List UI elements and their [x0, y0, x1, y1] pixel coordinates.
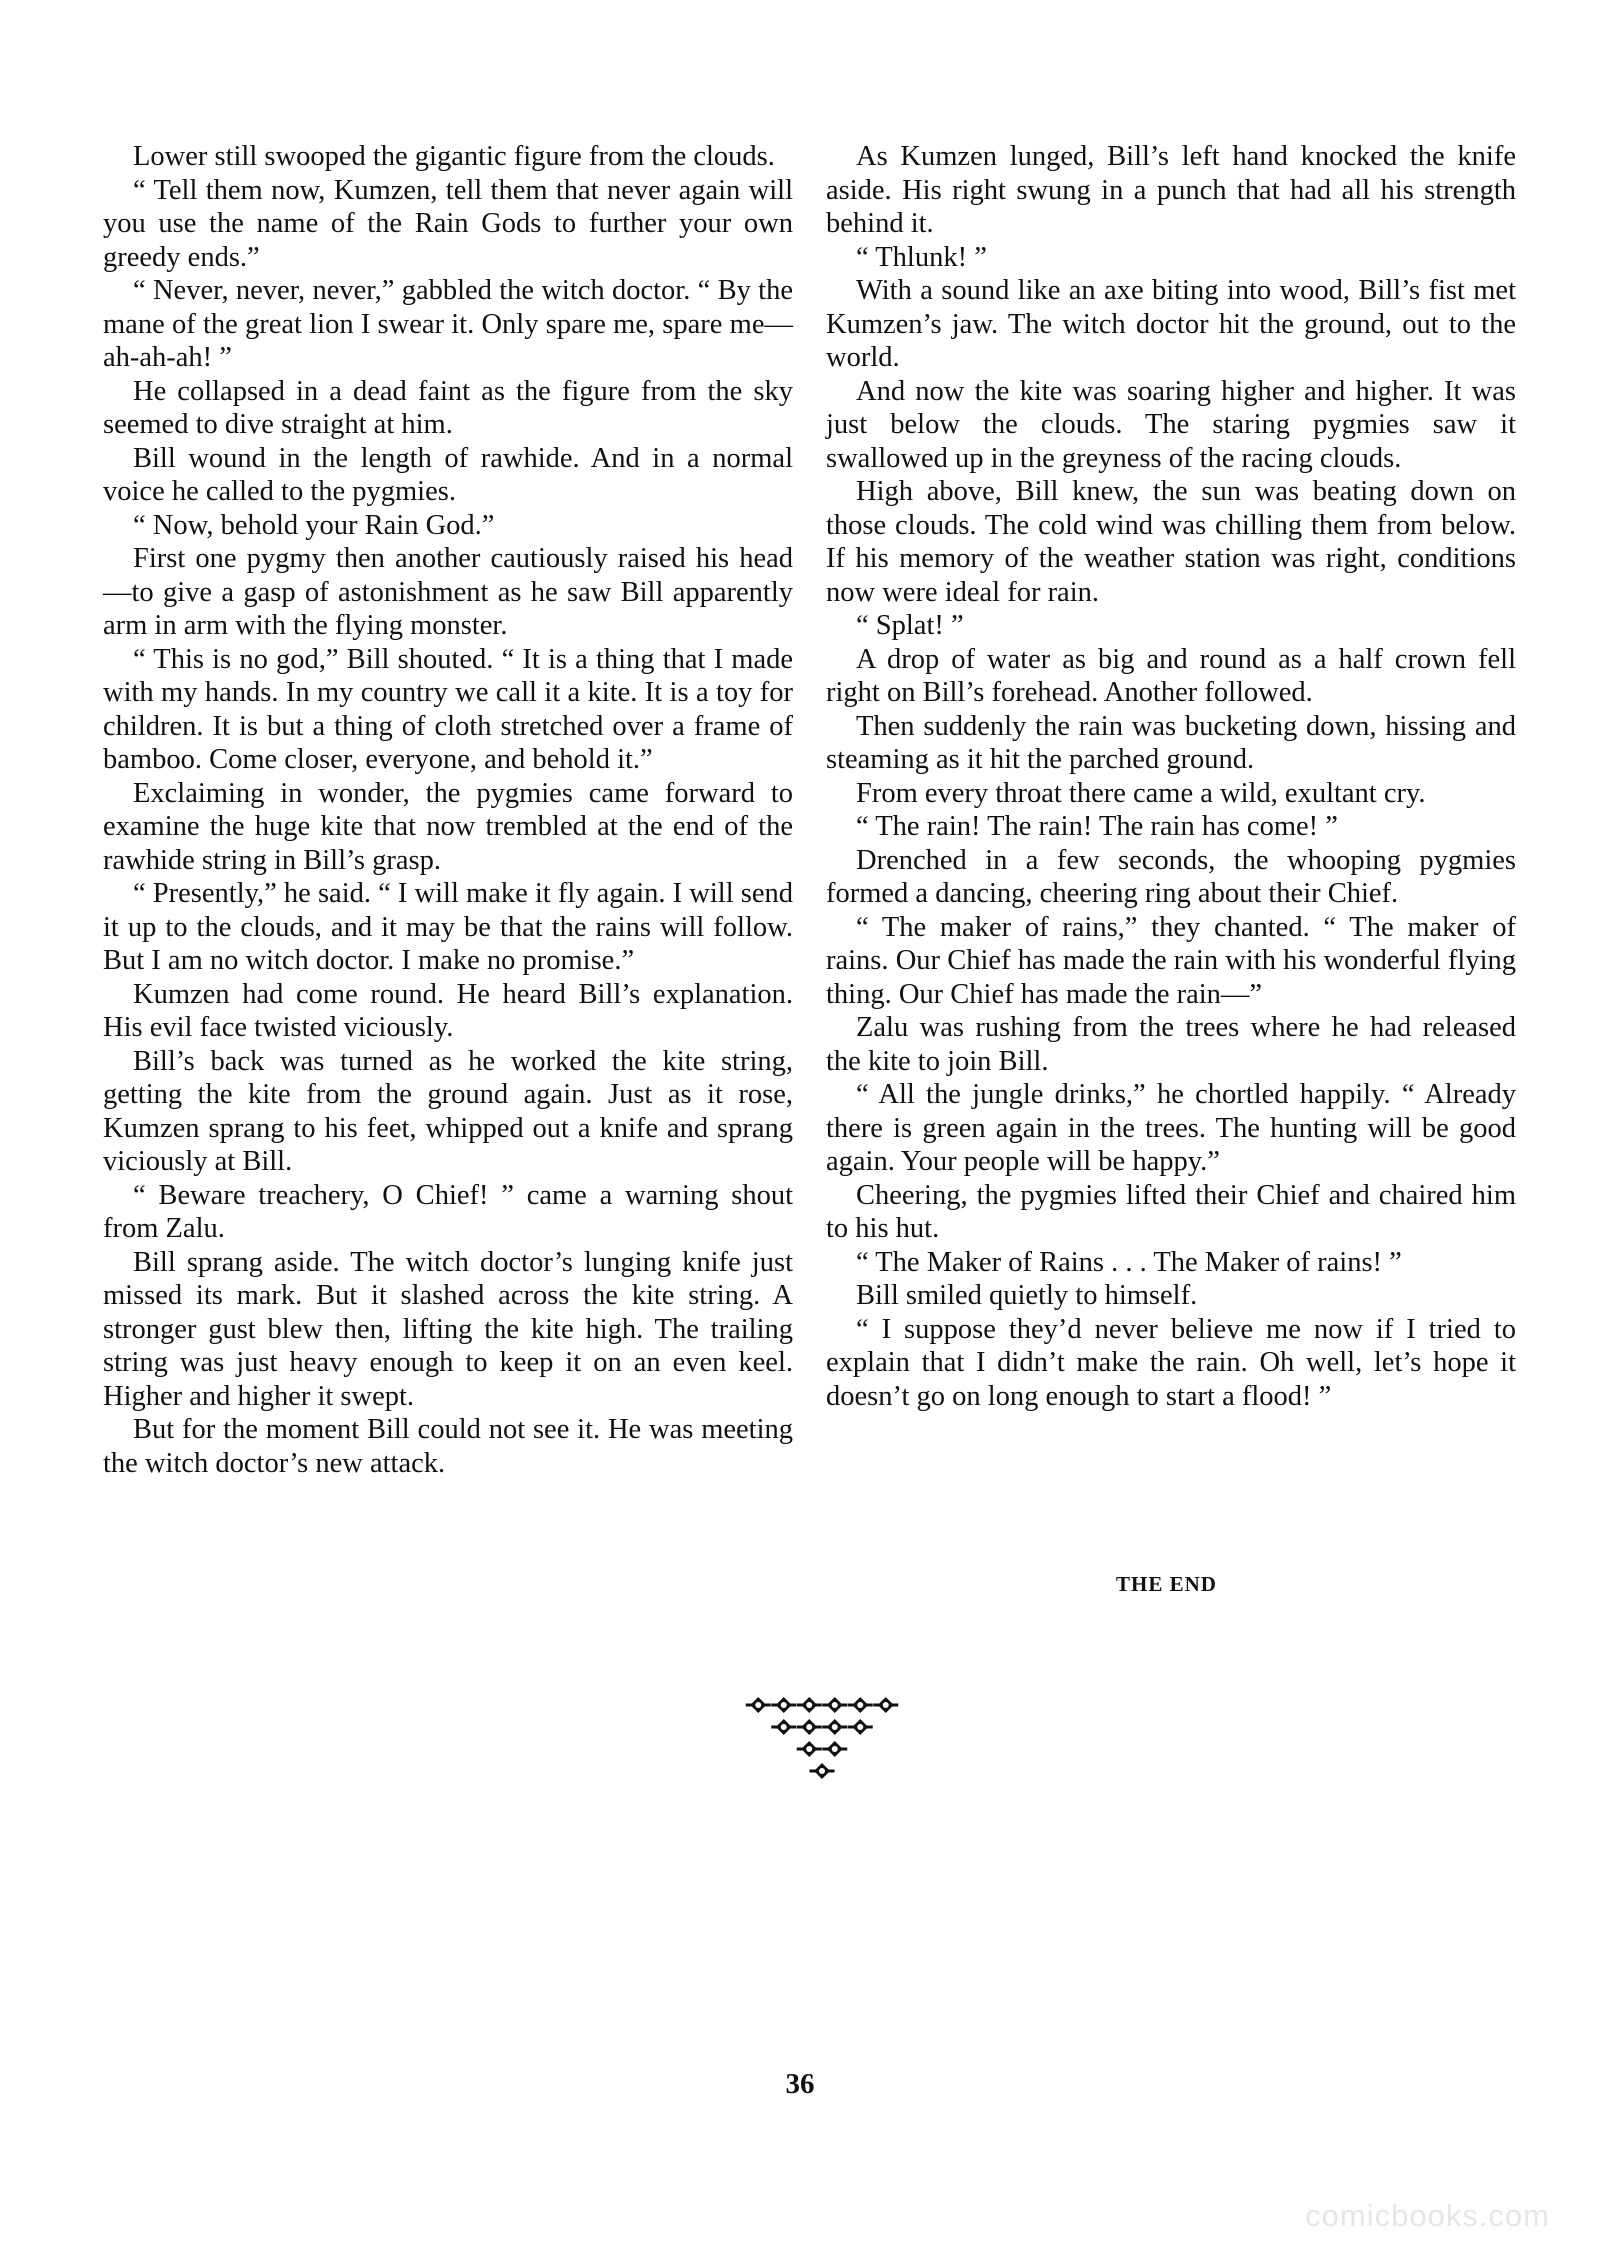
diamond-ornament-icon	[848, 1719, 873, 1735]
right-column	[826, 140, 1516, 1413]
paragraph: “ The maker of rains,” they chanted. “ The maker of rains. Our Chief has made the rain with his wonderful flying thing. Our Chief has made the rain—”	[826, 911, 1516, 1010]
paragraph: He collapsed in a dead faint as the figure from the sky seemed to dive straight at him.	[103, 375, 793, 440]
paragraph: First one pygmy then another cautiously raised his head—to give a gasp of astonishment as he saw Bill apparently arm in arm with the flying monster.	[103, 543, 793, 641]
paragraph: Zalu was rushing from the trees where he had released the kite to join Bill.	[826, 1012, 1516, 1077]
paragraph: As Kumzen lunged, Bill’s left hand knocked the knife aside. His right swung in a punch that had all his strength behind it.	[826, 141, 1516, 239]
diamond-ornament-icon	[797, 1741, 822, 1757]
diamond-ornament-icon	[797, 1697, 822, 1713]
paragraph: “ This is no god,” Bill shouted. “ It is a thing that I made with my hands. In my country we call it a kite. It is a toy for children. It is but a thing of cloth stretched over a frame of bamboo. Come closer, everyone, and behold it.”	[103, 643, 793, 775]
paragraph: Cheering, the pygmies lifted their Chief and chaired him to his hut.	[826, 1179, 1516, 1244]
paragraph: Bill wound in the length of rawhide. And in a normal voice he called to the pygmies.	[103, 442, 793, 507]
paragraph: “ Thlunk! ”	[856, 241, 987, 273]
paragraph: Bill’s back was turned as he worked the kite string, getting the kite from the ground again. Just as it rose, Kumzen sprang to his feet, whipped out a knife and sprang viciously at Bill.	[103, 1045, 793, 1177]
diamond-ornament-icon	[771, 1697, 796, 1713]
diamond-ornament-icon	[810, 1763, 835, 1779]
paragraph: “ The rain! The rain! The rain has come! ”	[856, 811, 1338, 842]
paragraph: And now the kite was soaring higher and higher. It was just below the clouds. The staring pygmies saw it swallowed up in the greyness of the racing clouds.	[826, 375, 1516, 474]
diamond-ornament-icon	[746, 1697, 771, 1713]
diamond-ornament-icon	[873, 1697, 898, 1713]
paragraph: From every throat there came a wild, exultant cry.	[856, 777, 1426, 809]
paragraph: Drenched in a few seconds, the whooping pygmies formed a dancing, cheering ring about their Chief.	[826, 844, 1516, 909]
paragraph: Exclaiming in wonder, the pygmies came forward to examine the huge kite that now trembled at the end of the rawhide string in Bill’s grasp.	[103, 777, 793, 876]
paragraph: “ Now, behold your Rain God.”	[133, 509, 495, 541]
diamond-ornament-icon	[797, 1719, 822, 1735]
paragraph: Bill sprang aside. The witch doctor’s lunging knife just missed its mark. But it slashed across the kite string. A stronger gust blew then, lifting the kite high. The trailing string was just heavy enough to keep it on an even keel. Higher and higher it swept.	[103, 1246, 793, 1412]
paragraph: Lower still swooped the gigantic figure from the clouds.	[133, 141, 775, 172]
left-column	[103, 140, 793, 1480]
paragraph: “ The Maker of Rains . . . The Maker of rains! ”	[856, 1246, 1402, 1278]
paragraph: “ Tell them now, Kumzen, tell them that never again will you use the name of the Rain Gods to further your own greedy ends.”	[103, 174, 793, 273]
diamond-ornament-icon	[822, 1741, 847, 1757]
page-number: 36	[785, 2068, 815, 2100]
paragraph: High above, Bill knew, the sun was beating down on those clouds. The cold wind was chilling them from below. If his memory of the weather station was right, conditions now were ideal for rain.	[826, 476, 1516, 608]
diamond-ornament-icon	[771, 1719, 796, 1735]
paragraph: Kumzen had come round. He heard Bill’s explanation. His evil face twisted viciously.	[103, 978, 793, 1043]
paragraph: Bill smiled quietly to himself.	[856, 1280, 1198, 1311]
paragraph: With a sound like an axe biting into wood, Bill’s fist met Kumzen’s jaw. The witch doctor hit the ground, out to the world.	[826, 275, 1516, 373]
paragraph: “ Beware treachery, O Chief! ” came a warning shout from Zalu.	[103, 1179, 793, 1244]
diamond-ornament-icon	[822, 1719, 847, 1735]
watermark: comicbooks.com	[1305, 2198, 1550, 2233]
paragraph: A drop of water as big and round as a half crown fell right on Bill’s forehead. Another followed.	[826, 643, 1516, 708]
paragraph: But for the moment Bill could not see it. He was meeting the witch doctor’s new attack.	[103, 1414, 793, 1479]
diamond-ornament-icon	[822, 1697, 847, 1713]
paragraph: “ I suppose they’d never believe me now if I tried to explain that I didn’t make the rain. Oh well, let’s hope it doesn’t go on long enough to start a flood! ”	[826, 1313, 1516, 1412]
diamond-ornament-icon	[848, 1697, 873, 1713]
ornament	[722, 1690, 922, 1835]
paragraph: “ Splat! ”	[856, 610, 964, 641]
paragraph: “ All the jungle drinks,” he chortled happily. “ Already there is green again in the trees. The hunting will be good again. Your people will be happy.”	[826, 1079, 1516, 1177]
paragraph: “ Presently,” he said. “ I will make it fly again. I will send it up to the clouds, and it may be that the rains will follow. But I am no witch doctor. I make no promise.”	[103, 878, 793, 976]
diamond-ornament-icon	[722, 1690, 922, 1830]
paragraph: Then suddenly the rain was bucketing down, hissing and steaming as it hit the parched ground.	[826, 710, 1516, 775]
paragraph: “ Never, never, never,” gabbled the witch doctor. “ By the mane of the great lion I swear it. Only spare me, spare me—ah-ah-ah! ”	[103, 275, 793, 373]
the-end-label: THE END	[1116, 1572, 1217, 1596]
